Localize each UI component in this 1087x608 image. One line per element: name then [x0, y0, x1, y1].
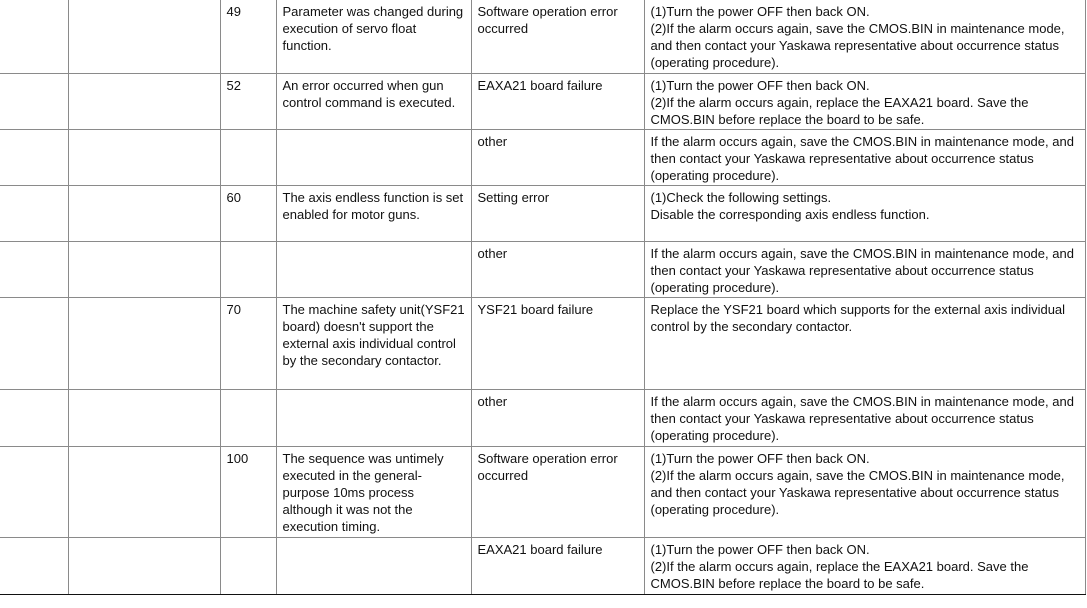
- remedy-cell: (1)Turn the power OFF then back ON. (2)If the alarm occurs again, save the CMOS.BIN in maintenance mode, and then contact your Yaskawa representative about occurrence status (operating procedure).: [644, 446, 1085, 537]
- remedy-cell: (1)Check the following settings. Disable the corresponding axis endless function.: [644, 185, 1085, 241]
- table-row: [0, 0, 1085, 73]
- cause-cell: Software operation error occurred: [471, 0, 644, 73]
- remedy-cell: (1)Turn the power OFF then back ON. (2)If the alarm occurs again, replace the EAXA21 board. Save the CMOS.BIN before replace the board to be safe.: [644, 73, 1085, 129]
- sub-code-cell: [220, 129, 276, 185]
- meaning-cell: The sequence was untimely executed in the general-purpose 10ms process although it was not the execution timing.: [276, 446, 471, 537]
- cause-cell: YSF21 board failure: [471, 297, 644, 389]
- table-row: [0, 73, 1085, 129]
- cause-cell: Software operation error occurred: [471, 446, 644, 537]
- alarm-code-cell: [0, 446, 68, 537]
- alarm-name-cell: [68, 297, 220, 389]
- sub-code-cell: 52: [220, 73, 276, 129]
- alarm-name-cell: [68, 0, 220, 73]
- sub-code-cell: 60: [220, 185, 276, 241]
- sub-code-cell: 100: [220, 446, 276, 537]
- meaning-cell: The axis endless function is set enabled for motor guns.: [276, 185, 471, 241]
- meaning-cell: [276, 389, 471, 446]
- remedy-cell: If the alarm occurs again, save the CMOS.BIN in maintenance mode, and then contact your Yaskawa representative about occurrence status (operating procedure).: [644, 241, 1085, 297]
- alarm-name-cell: [68, 389, 220, 446]
- cause-cell: other: [471, 389, 644, 446]
- sub-code-cell: [220, 389, 276, 446]
- alarm-name-cell: [68, 241, 220, 297]
- cause-cell: other: [471, 241, 644, 297]
- cause-cell: other: [471, 129, 644, 185]
- table-row: [0, 129, 1085, 185]
- remedy-cell: If the alarm occurs again, save the CMOS.BIN in maintenance mode, and then contact your Yaskawa representative about occurrence status (operating procedure).: [644, 129, 1085, 185]
- sub-code-cell: [220, 241, 276, 297]
- meaning-cell: [276, 241, 471, 297]
- alarm-name-cell: [68, 185, 220, 241]
- alarm-code-cell: [0, 185, 68, 241]
- meaning-cell: [276, 537, 471, 594]
- cause-cell: EAXA21 board failure: [471, 537, 644, 594]
- table-row: [0, 297, 1085, 389]
- sub-code-cell: 49: [220, 0, 276, 73]
- remedy-cell: If the alarm occurs again, save the CMOS.BIN in maintenance mode, and then contact your Yaskawa representative about occurrence status (operating procedure).: [644, 389, 1085, 446]
- remedy-cell: (1)Turn the power OFF then back ON. (2)If the alarm occurs again, replace the EAXA21 board. Save the CMOS.BIN before replace the board to be safe.: [644, 537, 1085, 594]
- cause-cell: Setting error: [471, 185, 644, 241]
- table-row: [0, 389, 1085, 446]
- alarm-name-cell: [68, 446, 220, 537]
- sub-code-cell: [220, 537, 276, 594]
- alarm-name-cell: [68, 537, 220, 594]
- alarm-name-cell: [68, 73, 220, 129]
- meaning-cell: An error occurred when gun control command is executed.: [276, 73, 471, 129]
- remedy-cell: (1)Turn the power OFF then back ON. (2)If the alarm occurs again, save the CMOS.BIN in maintenance mode, and then contact your Yaskawa representative about occurrence status (operating procedure).: [644, 0, 1085, 73]
- cause-cell: EAXA21 board failure: [471, 73, 644, 129]
- sub-code-cell: 70: [220, 297, 276, 389]
- table-row: [0, 446, 1085, 537]
- alarm-code-cell: [0, 297, 68, 389]
- meaning-cell: [276, 129, 471, 185]
- alarm-code-cell: [0, 129, 68, 185]
- table-row: [0, 185, 1085, 241]
- table-row: [0, 537, 1085, 594]
- alarm-code-cell: [0, 241, 68, 297]
- alarm-code-cell: [0, 537, 68, 594]
- alarm-code-cell: [0, 389, 68, 446]
- remedy-cell: Replace the YSF21 board which supports for the external axis individual control by the secondary contactor.: [644, 297, 1085, 389]
- table-row: [0, 241, 1085, 297]
- meaning-cell: The machine safety unit(YSF21 board) doesn't support the external axis individual control by the secondary contactor.: [276, 297, 471, 389]
- meaning-cell: Parameter was changed during execution of servo float function.: [276, 0, 471, 73]
- alarm-code-cell: [0, 0, 68, 73]
- alarm-name-cell: [68, 129, 220, 185]
- alarm-code-cell: [0, 73, 68, 129]
